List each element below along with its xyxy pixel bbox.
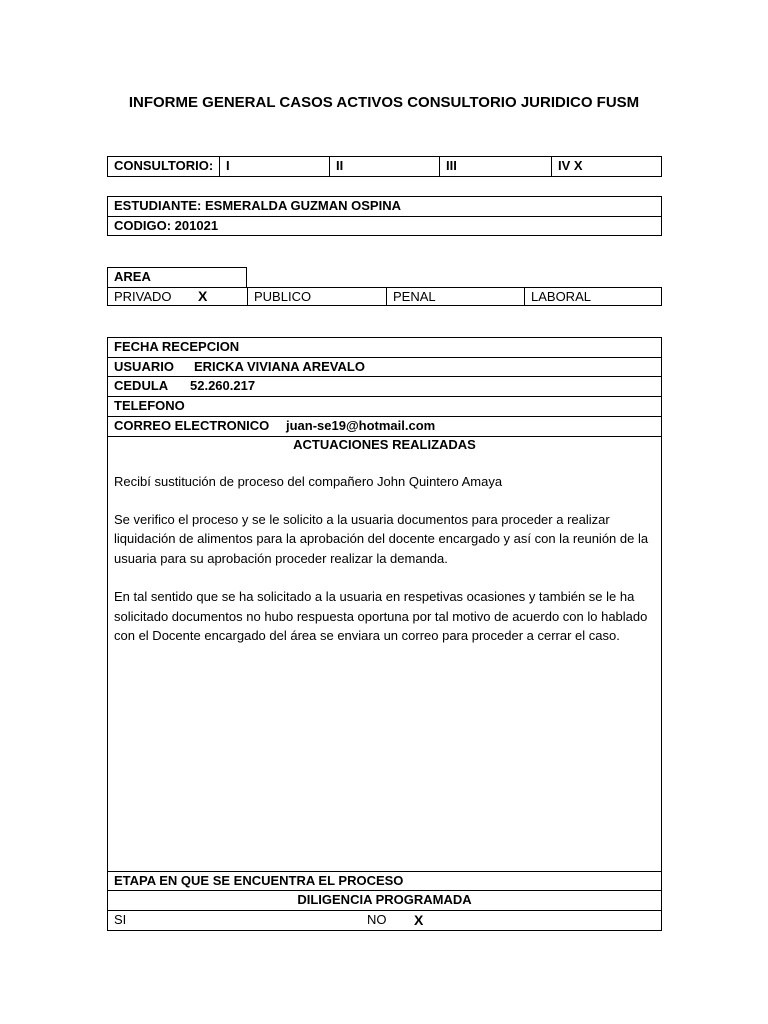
usuario-row: [107, 357, 662, 377]
area-label-row: [107, 267, 247, 288]
correo-label: CORREO ELECTRONICO: [114, 418, 270, 433]
usuario-label: USUARIO: [114, 359, 174, 374]
area-options-row: [107, 287, 662, 306]
etapa-row: [107, 871, 662, 891]
actuaciones-paragraph-1: Recibí sustitución de proceso del compañero John Quintero Amaya: [114, 474, 503, 489]
diligencia-no-mark: X: [414, 912, 424, 928]
area-option-privado-label: PRIVADO: [114, 289, 172, 304]
cedula-label: CEDULA: [114, 378, 169, 393]
area-option-penal: PENAL: [386, 288, 524, 305]
area-option-laboral: LABORAL: [524, 288, 661, 305]
cedula-value: 52.260.217: [190, 378, 256, 393]
correo-row: [107, 416, 662, 437]
diligencia-heading-row: [107, 890, 662, 911]
document-title: INFORME GENERAL CASOS ACTIVOS CONSULTORIO JURIDICO FUSM: [128, 94, 640, 111]
actuaciones-box: [107, 436, 662, 872]
consultorio-option-2: II: [329, 157, 439, 176]
correo-value: juan-se19@hotmail.com: [286, 418, 436, 433]
fecha-recepcion-label: FECHA RECEPCION: [114, 339, 240, 354]
telefono-label: TELEFONO: [114, 398, 185, 413]
area-label: AREA: [114, 269, 151, 284]
consultorio-option-3: III: [439, 157, 551, 176]
diligencia-no-label: NO: [367, 912, 387, 927]
diligencia-si-label: SI: [114, 912, 127, 927]
diligencia-heading: DILIGENCIA PROGRAMADA: [297, 892, 472, 907]
fecha-recepcion-row: [107, 337, 662, 358]
student-code-row: [107, 216, 662, 236]
etapa-label: ETAPA EN QUE SE ENCUENTRA EL PROCESO: [114, 873, 404, 888]
actuaciones-paragraph-3: En tal sentido que se ha solicitado a la usuaria en respetivas ocasiones y también se le ha solicitado documentos no hubo respuesta oportuna por tal motivo de acuerdo con lo hablado con el Docente encargado del área se enviara un correo para proceder a cerrar el caso.: [114, 589, 648, 643]
telefono-row: [107, 396, 662, 417]
student-name-row: [107, 196, 662, 217]
actuaciones-paragraph-2: Se verifico el proceso y se le solicito a la usuaria documentos para proceder a realizar liquidación de alimentos para la aprobación del docente encargado y así con la reunión de la usuaria para su aprobación proceder realizar la demanda.: [114, 511, 649, 566]
cedula-row: [107, 376, 662, 397]
student-code: CODIGO: 201021: [114, 218, 219, 233]
area-option-privado: [108, 288, 247, 305]
actuaciones-heading: ACTUACIONES REALIZADAS: [293, 437, 476, 452]
usuario-value: ERICKA VIVIANA AREVALO: [194, 359, 365, 374]
diligencia-options-row: [107, 910, 662, 931]
student-name: ESTUDIANTE: ESMERALDA GUZMAN OSPINA: [114, 198, 401, 213]
consultorio-option-4: IV X: [551, 157, 661, 176]
consultorio-row: [107, 156, 662, 177]
area-selected-mark: X: [198, 288, 208, 304]
consultorio-option-1: I: [219, 157, 329, 176]
area-option-publico: PUBLICO: [247, 288, 386, 305]
consultorio-label: CONSULTORIO:: [114, 158, 214, 173]
